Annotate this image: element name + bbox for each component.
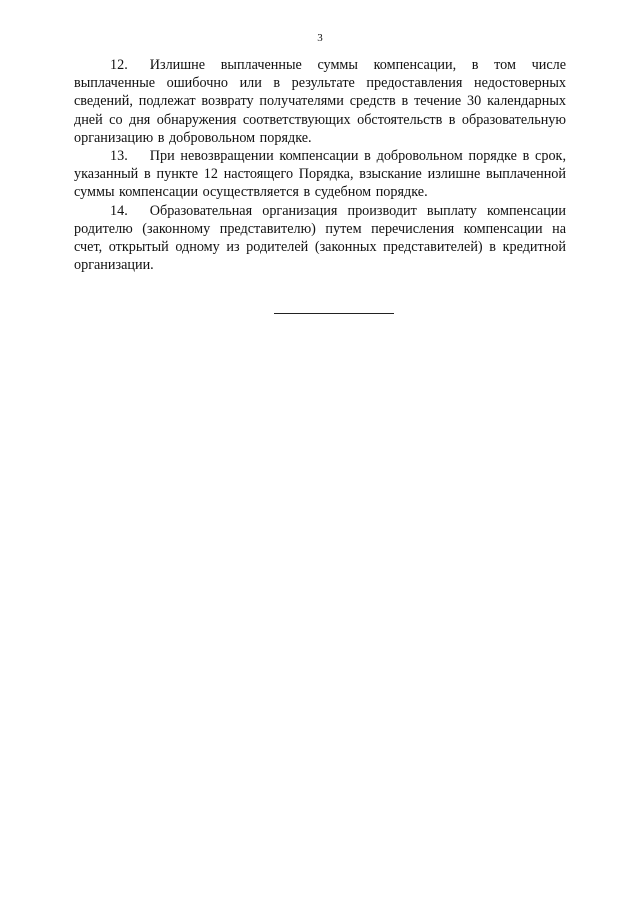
- paragraph-text: Образовательная организация производит выплату компенсации родителю (законному представителю) путем перечисления компенсации на счет, открытый одному из родителей (законных представителей) в кредитной организации.: [74, 202, 566, 274]
- paragraph-number: 12.: [110, 57, 128, 73]
- paragraph-text: Излишне выплаченные суммы компенсации, в том числе выплаченные ошибочно или в результате предоставления недостоверных сведений, подлежат возврату получателями средств в течение 30 календарных дней со дня обнаружения соответствующих обстоятельств в образовательную организацию в добровольном порядке.: [74, 57, 566, 146]
- paragraph-text: При невозвращении компенсации в добровольном порядке в срок, указанный в пункте 12 настоящего Порядка, взыскание излишне выплаченной суммы компенсации осуществляется в судебном порядке.: [74, 148, 566, 201]
- page-number: 3: [317, 32, 323, 44]
- paragraph-12: [74, 56, 566, 147]
- paragraph-14: [74, 202, 566, 275]
- paragraph-number: 13.: [110, 148, 128, 165]
- document-body: [74, 56, 566, 274]
- paragraph-number: 14.: [110, 202, 128, 219]
- document-end-divider: [274, 313, 394, 314]
- paragraph-13: [74, 147, 566, 202]
